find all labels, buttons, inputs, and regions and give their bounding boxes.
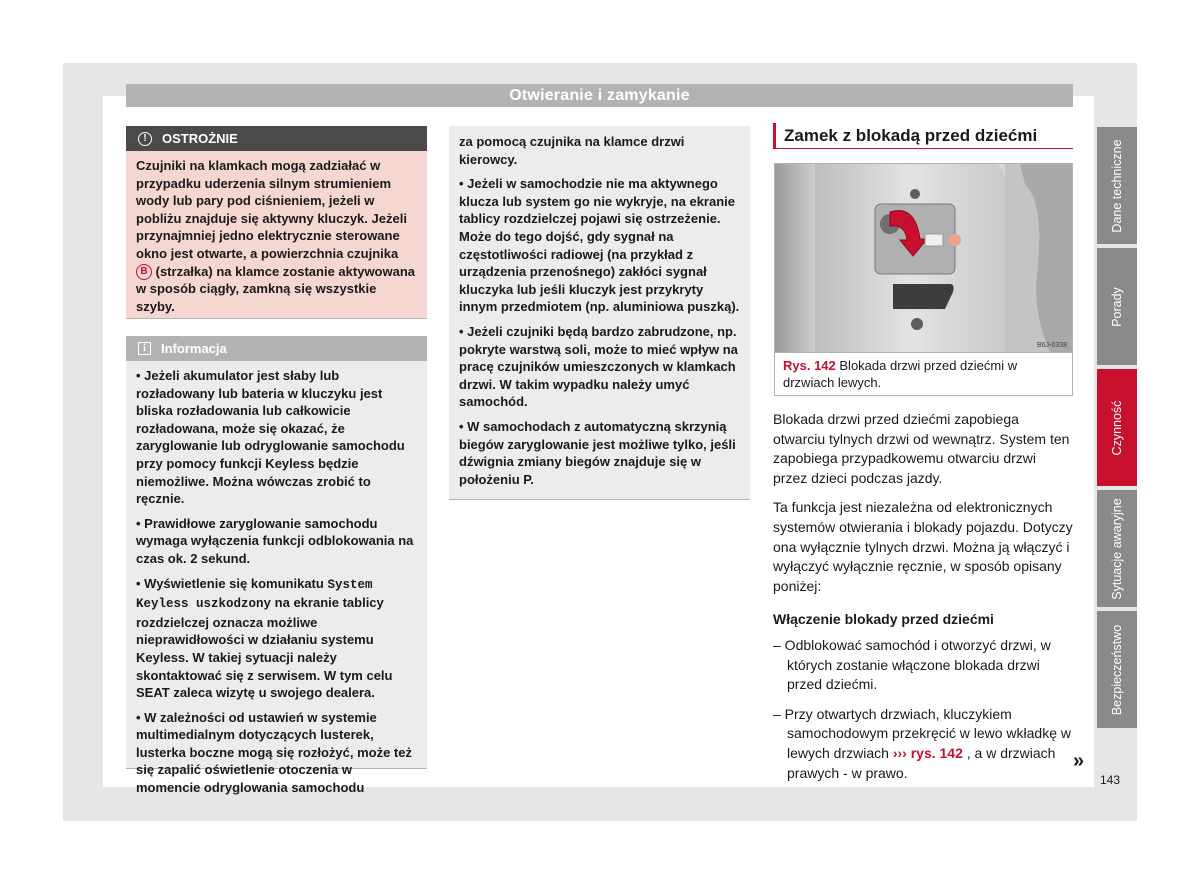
info-p3-b: na ekranie tablicy rozdzielczej oznacza możliwe nieprawidłowości w działaniu systemu Keyless. W takiej sytuacji należy skontaktować się z serwisem. W tym celu SEAT zaleca wizytę u swojego dealera. <box>136 595 393 701</box>
info-icon: i <box>138 342 151 355</box>
caution-title: OSTROŻNIE <box>162 131 238 146</box>
tab-label: Porady <box>1110 286 1124 327</box>
figure-code: B6J-0338 <box>1037 342 1067 349</box>
section-body <box>773 410 1073 793</box>
info-paragraph: • W samochodach z automatyczną skrzynią biegów zaryglowanie jest możliwe tylko, jeśli dźwignia zmiany biegów znajduje się w położeniu P. <box>459 418 736 487</box>
section-subheading: Włączenie blokady przed dziećmi <box>773 611 994 628</box>
tab-sytuacje-awaryjne[interactable] <box>1097 490 1137 607</box>
caution-text-b: (strzałka) na klamce zostanie aktywowana w sposób ciągły, zamkną się wszystkie szyby. <box>136 263 416 314</box>
info-paragraph: • W zależności od ustawień w systemie multimedialnym dotyczących lusterek, lusterka boczne mogą się rozłożyć, może też się zapalić oświetlenie otoczenia w momencie odryglowania samochodu <box>136 709 412 796</box>
procedure-step: – Odblokować samochód i otworzyć drzwi, w których zostanie włączone blokada drzwi przed dziećmi. <box>773 636 1051 693</box>
chapter-header: Otwieranie i zamykanie <box>126 84 1073 107</box>
door-lock-illustration <box>775 164 1072 352</box>
figure-reference-link[interactable]: ››› rys. 142 <box>892 744 963 761</box>
figure-caption-text: Blokada drzwi przed dziećmi w drzwiach lewych. <box>783 358 1018 390</box>
tab-label: Bezpieczeństwo <box>1110 624 1124 715</box>
info-paragraph: • Jeżeli akumulator jest słaby lub rozładowany lub bateria w kluczyku jest bliska rozładowania lub całkowicie rozładowana, może się okazać, że zaryglowanie lub odryglowanie samochodu przy pomocy funkcji Keyless będzie niemożliwe. Można wówczas zrobić to ręcznie. <box>136 368 405 507</box>
step2-text-b: , a w drzwiach prawych - w prawo. <box>787 744 1056 781</box>
section-paragraph: Blokada drzwi przed dziećmi zapobiega otwarciu tylnych drzwi od wewnątrz. System ten zapobiega przypadkowemu otwarciu drzwi przez dzieci podczas jazdy. <box>773 411 1070 486</box>
figure-label: Rys. 142 <box>783 358 836 373</box>
caution-text-a: Czujniki na klamkach mogą zadziałać w przypadku uderzenia silnym strumieniem wody lub pary pod ciśnieniem, jeżeli w pobliżu znajduje się aktywny kluczyk. Jeżeli przynajmniej jedno elektrycznie sterowane okno jest otwarte, a powierzchnia czujnika <box>136 158 407 261</box>
info-title-bar <box>126 336 427 361</box>
caution-title-bar <box>126 126 427 151</box>
procedure-step <box>773 705 1073 783</box>
info-paragraph: • Jeżeli w samochodzie nie ma aktywnego klucza lub system go nie wykryje, na ekranie tablicy rozdzielczej pojawi się ostrzeżenie. Może do tego dojść, gdy sygnał na częstotliwości radiowej (na przykład z urządzenia przenośnego) zakłóci sygnał kluczyka lub jeśli kluczyk jest przykryty innym przedmiotem (np. aluminiowa puszką). <box>459 176 740 315</box>
info-text <box>126 361 427 797</box>
tab-czynnosc[interactable] <box>1097 369 1137 486</box>
tab-dane-techniczne[interactable] <box>1097 127 1137 244</box>
section-paragraph: Ta funkcja jest niezależna od elektronicznych systemów otwierania i blokady pojazdu. Dotyczy ona wyłącznie tylnych drzwi. Można ją włączyć i wyłączyć wyłącznie ręcznie, w sposób opisany poniżej: <box>773 499 1073 594</box>
tab-label: Czynność <box>1110 400 1124 455</box>
page-number: 143 <box>1099 773 1121 787</box>
info-box <box>126 336 427 796</box>
section-title: Zamek z blokadą przed dziećmi <box>773 123 1073 149</box>
info-paragraph: za pomocą czujnika na klamce drzwi kierowcy. <box>459 134 685 167</box>
exclamation-circle-icon: ! <box>138 132 152 146</box>
continue-arrow-icon: » <box>1073 750 1085 772</box>
info-paragraph: • Jeżeli czujniki będą bardzo zabrudzone, np. pokryte warstwą soli, może to mieć wpływ na pracę czujników umieszczonych w klamkach drzwi. W takim wypadku należy umyć samochód. <box>459 323 738 410</box>
tab-bezpieczenstwo[interactable] <box>1097 611 1137 728</box>
info-continued-box <box>449 126 750 500</box>
info-paragraph: • Prawidłowe zaryglowanie samochodu wymaga wyłączenia funkcji odblokowania na czas ok. 2 sekund. <box>136 515 414 566</box>
caution-text <box>126 151 427 315</box>
info-title: Informacja <box>161 341 227 356</box>
info-p3-a: • Wyświetlenie się komunikatu <box>136 575 324 591</box>
info-continued-text <box>449 126 750 488</box>
caution-box <box>126 126 427 319</box>
system-message: System Keyless uszkodzony <box>136 577 373 612</box>
info-paragraph <box>136 575 417 702</box>
tab-label: Sytuacje awaryjne <box>1110 497 1124 600</box>
tab-label: Dane techniczne <box>1110 138 1124 233</box>
child-lock-figure <box>774 163 1073 353</box>
tab-porady[interactable] <box>1097 248 1137 365</box>
marker-b-icon: B <box>136 264 152 280</box>
step2-text-a: – Przy otwartych drzwiach, kluczykiem samochodowym przekręcić w lewo wkładkę w lewych drzwiach <box>773 705 1071 761</box>
figure-caption <box>774 353 1073 396</box>
